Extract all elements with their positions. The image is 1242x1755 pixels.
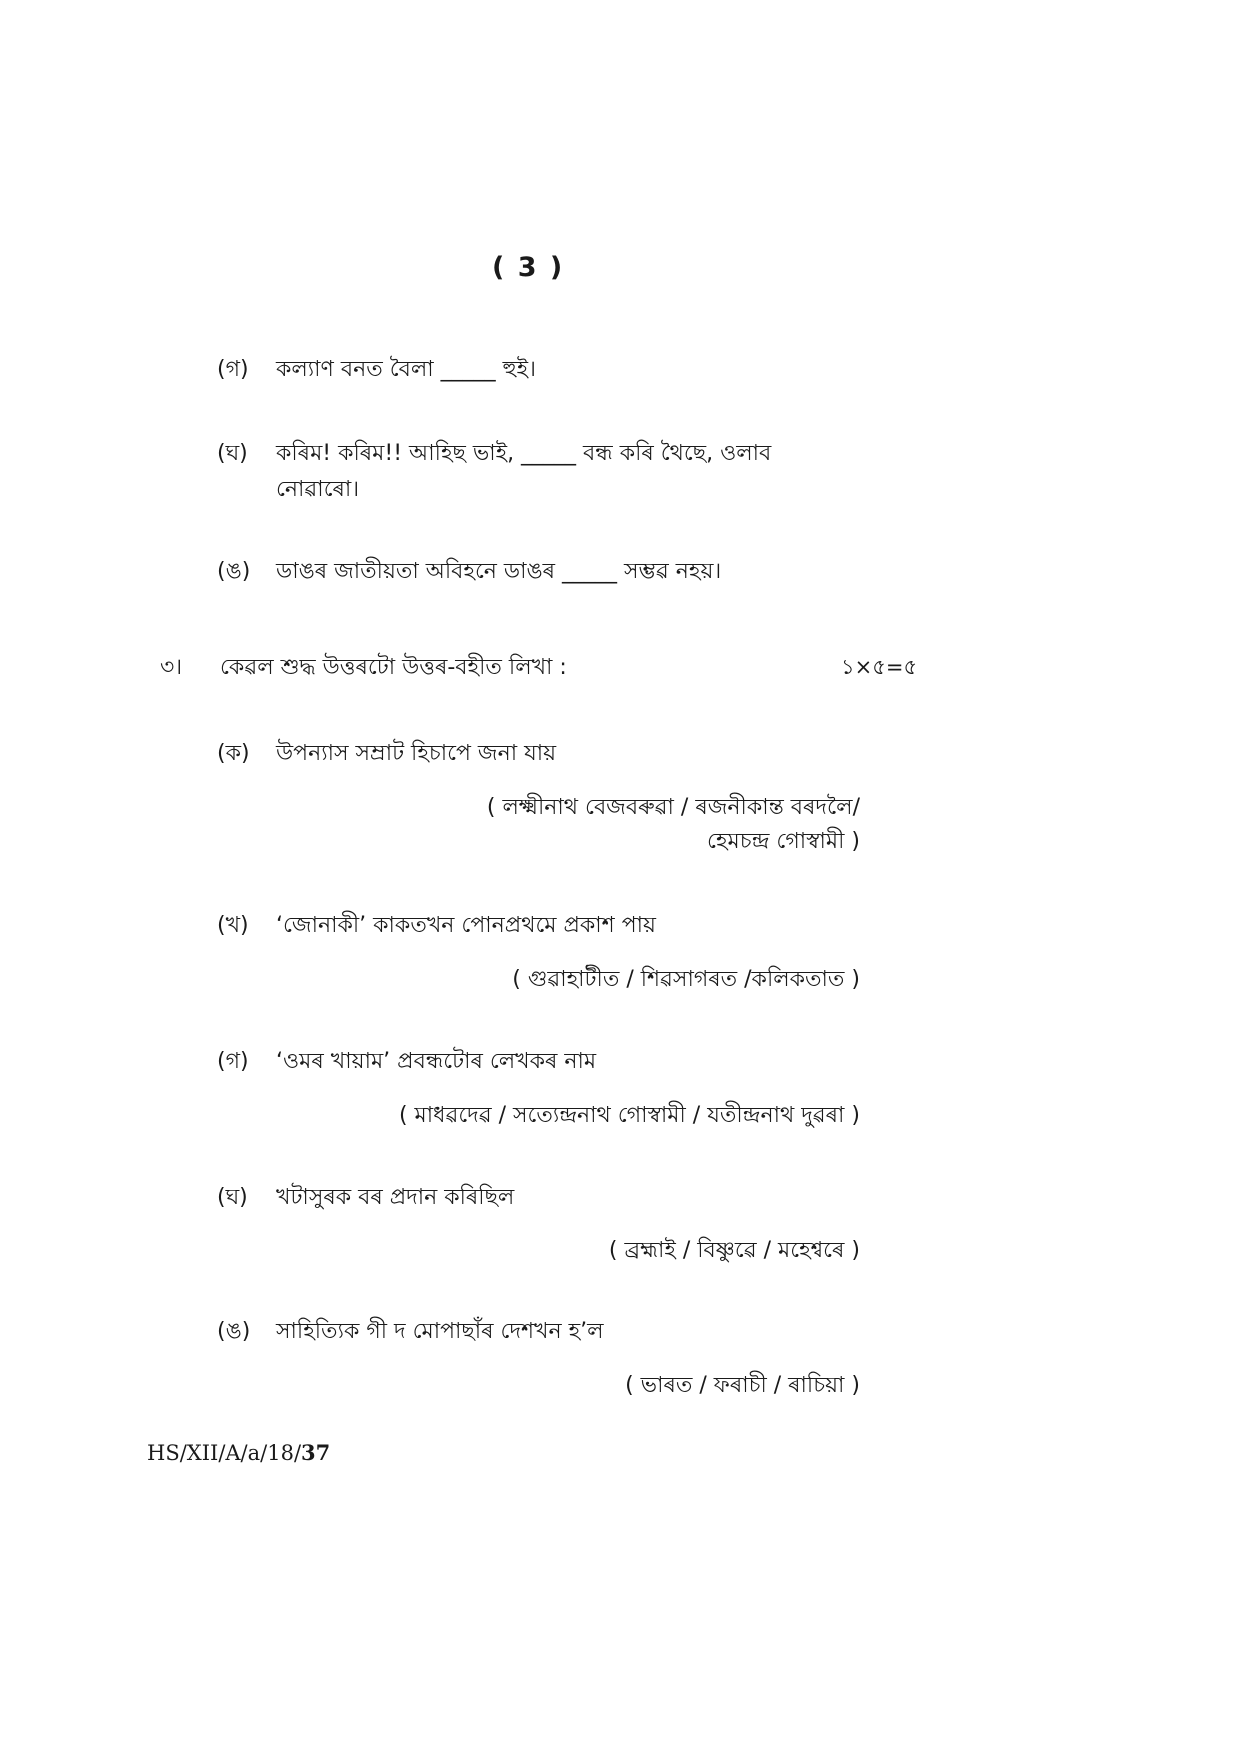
item-label: (ঙ) bbox=[217, 1319, 251, 1344]
item-text: উপন্যাস সম্রাট হিচাপে জনা যায় bbox=[276, 741, 557, 766]
item-label: (খ) bbox=[217, 913, 249, 938]
item-text: খটাসুৰক বৰ প্ৰদান কৰিছিল bbox=[276, 1185, 515, 1210]
paper-code bbox=[147, 1440, 330, 1465]
page-number: ( 3 ) bbox=[492, 252, 565, 283]
item-text: কল্যাণ বনত বৈলা _____ হুই। bbox=[276, 357, 536, 382]
answer-options: ( ব্ৰহ্মাই / বিষ্ণুৱে / মহেশ্বৰে ) bbox=[608, 1238, 860, 1263]
item-label: (ঘ) bbox=[217, 1185, 248, 1210]
answer-options: হেমচন্দ্ৰ গোস্বামী ) bbox=[707, 829, 860, 854]
question-marks: ১×৫=৫ bbox=[841, 655, 918, 679]
item-label: (গ) bbox=[217, 357, 249, 382]
answer-options: ( মাধৱদেৱ / সত্যেন্দ্ৰনাথ গোস্বামী / যতীন্দ্ৰনাথ দুৱৰা ) bbox=[398, 1103, 860, 1128]
item-text: ‘জোনাকী’ কাকতখন পোনপ্ৰথমে প্ৰকাশ পায় bbox=[276, 913, 656, 938]
item-text: কৰিম! কৰিম!! আহিছ ভাই, _____ বন্ধ কৰি থৈছে, ওলাব bbox=[276, 441, 772, 466]
item-label: (ক) bbox=[217, 741, 250, 766]
question-instruction: কেৱল শুদ্ধ উত্তৰটো উত্তৰ-বহীত লিখা : bbox=[220, 655, 567, 680]
answer-options: ( ভাৰত / ফৰাচী / ৰাচিয়া ) bbox=[625, 1373, 860, 1398]
item-text: নোৱাৰো। bbox=[276, 477, 360, 502]
answer-options: ( লক্ষ্মীনাথ বেজবৰুৱা / ৰজনীকান্ত বৰদলৈ/ bbox=[486, 795, 860, 820]
item-text: ‘ওমৰ খায়াম’ প্ৰবন্ধটোৰ লেখকৰ নাম bbox=[276, 1049, 597, 1074]
paper-code-number: 37 bbox=[301, 1440, 331, 1465]
item-text: ডাঙৰ জাতীয়তা অবিহনে ডাঙৰ _____ সম্ভৱ নহয়। bbox=[276, 559, 722, 584]
item-label: (ঘ) bbox=[217, 441, 248, 466]
paper-code-prefix: HS/XII/A/a/18/ bbox=[147, 1441, 302, 1465]
answer-options: ( গুৱাহাটীত / শিৱসাগৰত /কলিকতাত ) bbox=[512, 967, 860, 992]
item-text: সাহিত্যিক গী দ মোপাছাঁৰ দেশখন হ’ল bbox=[276, 1319, 604, 1344]
item-label: (ঙ) bbox=[217, 559, 251, 584]
question-number: ৩। bbox=[160, 655, 183, 680]
item-label: (গ) bbox=[217, 1049, 249, 1074]
